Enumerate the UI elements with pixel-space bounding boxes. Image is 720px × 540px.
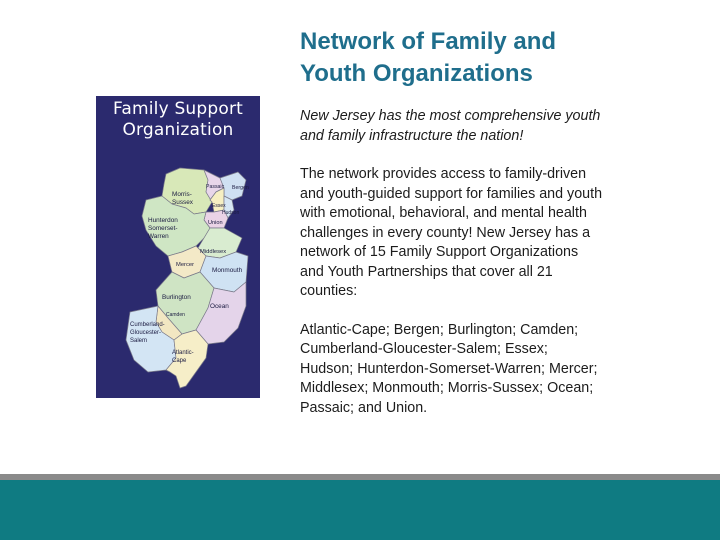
counties-line: Middlesex; Monmouth; Morris-Sussex; Ocean; <box>300 380 594 396</box>
counties-line: Hudson; Hunterdon-Somerset-Warren; Mercer; <box>300 360 598 377</box>
page-title <box>300 26 700 90</box>
label-hudson: Hudson <box>222 210 240 216</box>
new-jersey-county-map <box>96 96 260 398</box>
description-line: counties: <box>300 283 358 299</box>
label-camden: Camden <box>166 312 185 318</box>
label-mercer: Mercer <box>176 262 195 268</box>
title-line1: Network of Family and <box>300 28 557 55</box>
description-line: challenges in every county! New Jersey has a <box>300 224 591 241</box>
counties-line: Atlantic-Cape; Bergen; Burlington; Camden; <box>300 321 579 338</box>
label-hunterdon-1: Hunterdon <box>148 217 178 224</box>
intro-line: and family infrastructure the nation! <box>300 127 524 144</box>
title-line2: Youth Organizations <box>300 60 533 87</box>
footer-bar <box>0 480 720 540</box>
label-morris-sussex-2: Sussex <box>172 199 193 206</box>
description-line: and youth-guided support for families and youth <box>300 185 603 202</box>
label-hunterdon-2: Somerset- <box>148 225 178 232</box>
label-morris-sussex-1: Morris- <box>172 191 192 198</box>
label-essex: Essex <box>212 203 226 209</box>
description-line: with emotional, behavioral, and mental health <box>300 205 587 221</box>
label-atlantic-2: Cape <box>172 358 187 364</box>
map-title-line2: Organization <box>122 120 234 140</box>
label-burlington: Burlington <box>162 294 191 301</box>
label-cumberland-1: Cumberland- <box>130 322 165 328</box>
label-cumberland-2: Gloucester- <box>130 330 162 336</box>
label-union: Union <box>208 220 223 226</box>
label-bergen: Bergen <box>232 185 249 191</box>
fso-map-panel <box>96 96 260 398</box>
intro-paragraph <box>300 107 700 146</box>
label-atlantic-1: Atlantic- <box>172 350 194 356</box>
intro-line: New Jersey has the most comprehensive youth <box>300 108 601 124</box>
label-middlesex: Middlesex <box>200 249 227 255</box>
body-text <box>300 107 700 418</box>
map-title <box>96 99 260 141</box>
label-ocean: Ocean <box>210 303 229 310</box>
description-line: and Youth Partnerships that cover all 21 <box>300 263 553 280</box>
label-monmouth: Monmouth <box>212 267 243 274</box>
description-line: The network provides access to family-driven <box>300 166 587 182</box>
counties-line: Passaic; and Union. <box>300 399 428 416</box>
counties-line: Cumberland-Gloucester-Salem; Essex; <box>300 341 548 357</box>
label-cumberland-3: Salem <box>130 338 148 344</box>
label-hunterdon-3: Warren <box>148 233 169 240</box>
label-passaic: Passaic <box>206 184 225 190</box>
description-paragraph <box>300 165 700 302</box>
map-title-line1: Family Support <box>112 99 244 119</box>
counties-paragraph <box>300 321 700 419</box>
description-line: network of 15 Family Support Organizations <box>300 244 579 260</box>
